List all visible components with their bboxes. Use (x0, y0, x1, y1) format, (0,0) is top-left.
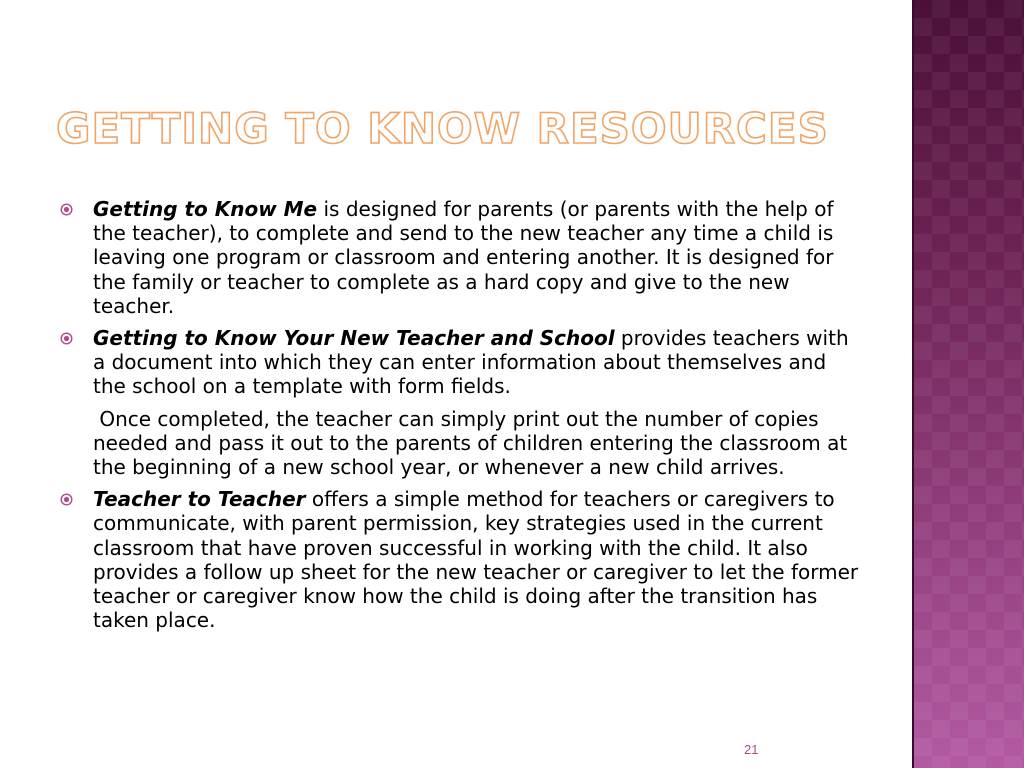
bullet-emphasis: Teacher to Teacher (93, 487, 306, 512)
circle-dot-icon (60, 203, 73, 216)
bullet-getting-to-know-your-new-teacher (60, 326, 860, 399)
circle-dot-icon (60, 332, 73, 345)
bullet-text: offers a simple method for teachers or caregivers to communicate, with parent permission, key strategies used in the current classroom that have proven successful in working with the child. It also provides a follow up sheet for the new teacher or caregiver to let the former teacher or caregiver know how the child is doing after the transition has taken place. (93, 487, 859, 633)
page-number: 21 (744, 742, 759, 757)
circle-dot-icon (60, 493, 73, 506)
bullet-text: provides teachers with a document into which they can enter information about themselves and the school on a template with form fields. (93, 326, 849, 399)
bullet-emphasis: Getting to Know Me (93, 197, 318, 221)
bullet-continuation-paragraph: Once completed, the teacher can simply print out the number of copies needed and pass it out to the parents of children entering the classroom at the beginning of a new school year, or whenever a new child arrives. (93, 406, 848, 480)
side-decorative-band (912, 0, 1024, 768)
bullet-text: is designed for parents (or parents with the help of the teacher), to complete and send to the new teacher any time a child is leaving one program or classroom and entering another. It is designed for the family or teacher to complete as a hard copy and give to the new teacher. (93, 197, 834, 318)
bullet-teacher-to-teacher (60, 487, 860, 632)
slide-title: GETTING TO KNOW RESOURCES (56, 104, 829, 153)
slide-body (60, 197, 860, 640)
bullet-getting-to-know-me (60, 197, 860, 318)
bullet-emphasis: Getting to Know Your New Teacher and School (93, 326, 615, 351)
